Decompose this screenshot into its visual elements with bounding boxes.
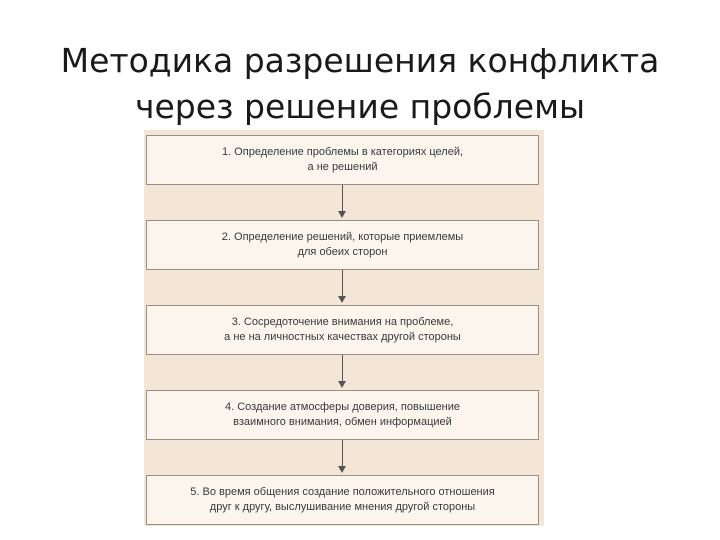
step-3-line-2: а не на личностных качествах другой стороны (224, 331, 461, 343)
step-4-line-1: 4. Создание атмосферы доверия, повышение (224, 401, 461, 413)
step-box-4 (146, 390, 539, 440)
step-5-line-2: друг к другу, выслушивание мнения другой стороны (209, 501, 476, 513)
step-4-line-2: взаимного внимания, обмен информацией (233, 416, 452, 428)
step-2-line-2: для обеих сторон (297, 246, 388, 258)
step-box-5 (146, 475, 539, 525)
step-box-3 (146, 305, 539, 355)
slide-title-line-1: Методика разрешения конфликта (60, 41, 660, 80)
step-1-line-2: а не решений (307, 161, 378, 173)
slide-title (0, 38, 720, 130)
slide-title-line-2: через решение проблемы (134, 87, 586, 126)
step-5-line-1: 5. Во время общения создание положительного отношения (190, 486, 495, 498)
step-3-line-1: 3. Сосредоточение внимания на проблеме, (231, 316, 454, 328)
step-1-line-1: 1. Определение проблемы в категориях целей, (221, 146, 464, 158)
step-box-1 (146, 135, 539, 185)
step-box-2 (146, 220, 539, 270)
step-2-line-1: 2. Определение решений, которые приемлемы (221, 231, 464, 243)
flowchart (144, 130, 544, 526)
